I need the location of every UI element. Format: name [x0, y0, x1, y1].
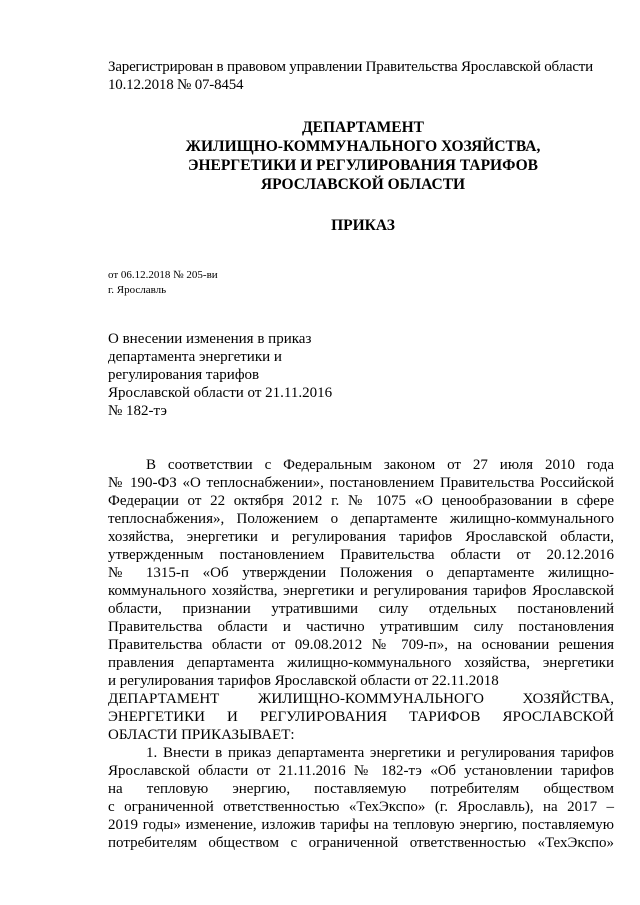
body-line: ДЕПАРТАМЕНТ ЖИЛИЩНО-КОММУНАЛЬНОГО ХОЗЯЙСТВА, [108, 691, 614, 707]
body-line: теплоснабжения», Положением о департаменте жилищно-коммунального [108, 511, 614, 527]
department-header-line: ЖИЛИЩНО-КОММУНАЛЬНОГО ХОЗЯЙСТВА, [185, 138, 541, 155]
body-line: Ярославской области от 21.11.2016 № 182-тэ «Об установлении тарифов [108, 763, 614, 779]
body-line: хозяйства, энергетики и регулирования тарифов Ярославской области, [108, 529, 614, 545]
body-line: Федерации от 22 октября 2012 г. № 1075 «О ценообразовании в сфере [108, 493, 614, 509]
body-line: 1. Внести в приказ департамента энергетики и регулирования тарифов [146, 745, 614, 761]
body-line: и регулирования тарифов Ярославской области от 22.11.2018 [108, 673, 499, 689]
body-line: утвержденным постановлением Правительства области от 20.12.2016 [108, 547, 614, 563]
order-title: ПРИКАЗ [331, 217, 395, 234]
body-line: коммунального хозяйства, энергетики и регулирования тарифов Ярославской [108, 583, 614, 599]
subject-line: Ярославской области от 21.11.2016 [108, 385, 333, 401]
department-header [108, 118, 618, 194]
body-line: № 1315-п «Об утверждении Положения о департаменте жилищно- [108, 565, 614, 581]
order-body [108, 456, 614, 852]
subject-line: О внесении изменения в приказ [108, 331, 312, 347]
department-header-line: ЯРОСЛАВСКОЙ ОБЛАСТИ [260, 176, 466, 193]
subject-line: № 182-тэ [108, 403, 167, 419]
subject-line: департамента энергетики и [108, 349, 282, 365]
body-line: Правительства области от 09.08.2012 № 709-п», на основании решения [108, 637, 614, 653]
body-line: на тепловую энергию, поставляемую потребителям обществом [108, 781, 614, 797]
body-line: с ограниченной ответственностью «ТехЭкспо» (г. Ярославль), на 2017 – [108, 799, 614, 815]
order-subject [108, 330, 332, 420]
subject-line: регулирования тарифов [108, 367, 260, 383]
department-header-line: ДЕПАРТАМЕНТ [301, 119, 425, 136]
department-header-line: ЭНЕРГЕТИКИ И РЕГУЛИРОВАНИЯ ТАРИФОВ [187, 157, 539, 174]
body-line: ЭНЕРГЕТИКИ И РЕГУЛИРОВАНИЯ ТАРИФОВ ЯРОСЛАВСКОЙ [108, 709, 614, 725]
body-line: 2019 годы» изменение, изложив тарифы на тепловую энергию, поставляемую [108, 817, 614, 833]
order-city: г. Ярославль [108, 284, 167, 296]
registration-line-2: 10.12.2018 № 07-8454 [108, 77, 244, 93]
registration-note [108, 58, 618, 94]
body-line: области, признании утратившими силу отдельных постановлений [108, 601, 614, 617]
body-line: № 190-ФЗ «О теплоснабжении», постановлением Правительства Российской [108, 475, 614, 491]
order-meta [108, 268, 218, 298]
registration-line-1: Зарегистрирован в правовом управлении Правительства Ярославской области [108, 59, 593, 75]
body-line: ОБЛАСТИ ПРИКАЗЫВАЕТ: [108, 727, 295, 743]
body-line: потребителям обществом с ограниченной ответственностью «ТехЭкспо» [108, 835, 614, 851]
body-line: Правительства области и частично утратившим силу постановления [108, 619, 614, 635]
body-line: правления департамента жилищно-коммунального хозяйства, энергетики [108, 655, 614, 671]
order-date-number: от 06.12.2018 № 205-ви [108, 269, 218, 281]
body-line: В соответствии с Федеральным законом от 27 июля 2010 года [146, 457, 614, 473]
